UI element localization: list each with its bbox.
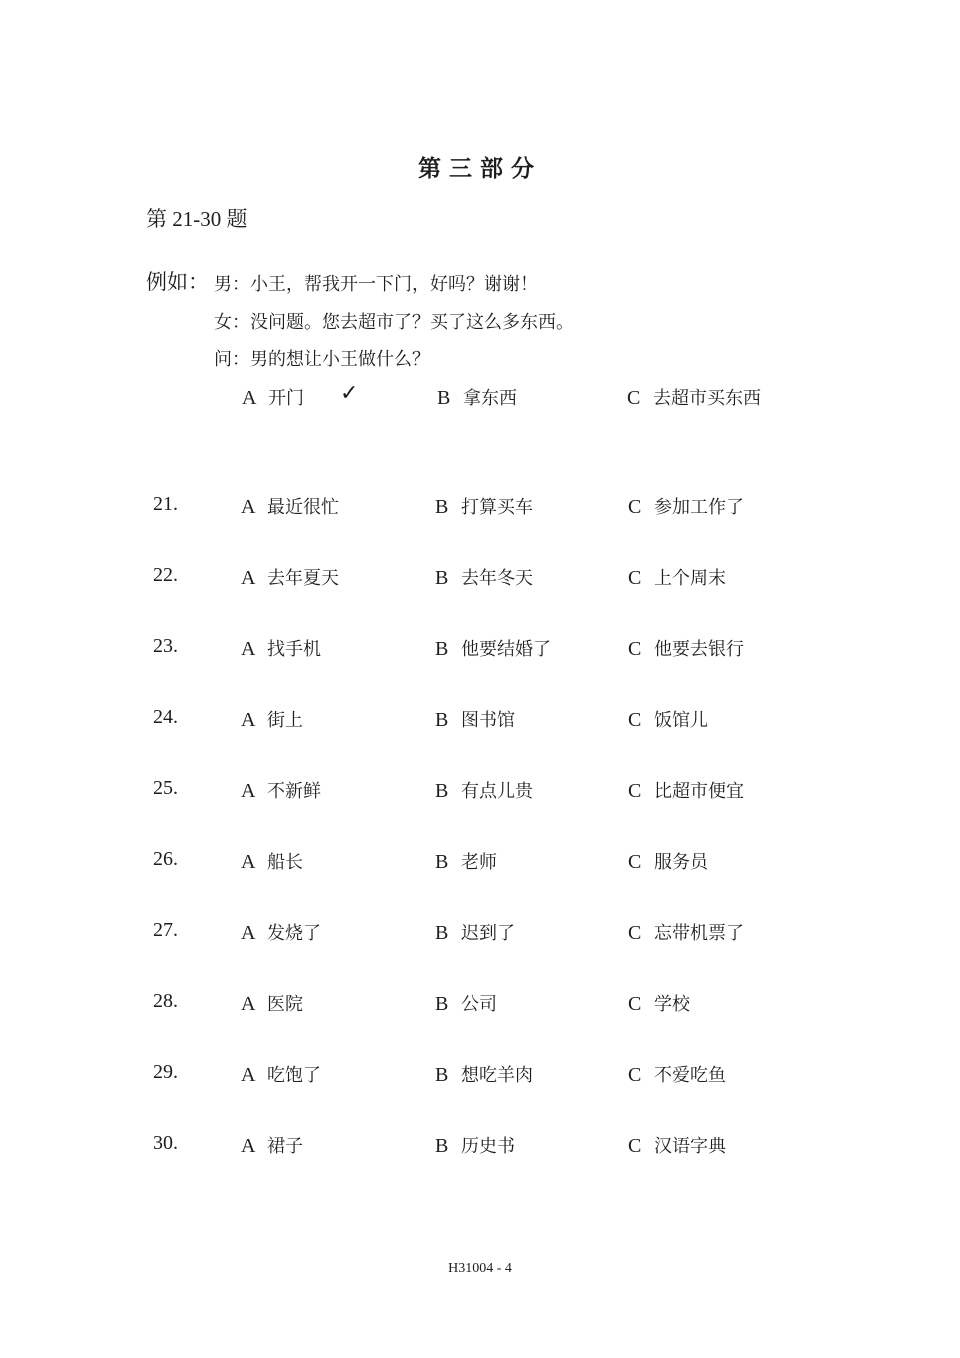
option-text: 他要结婚了 [461,639,551,659]
option-letter: B [437,387,451,409]
option-letter: A [241,1135,256,1157]
example-label: 例如： [146,270,209,294]
option-text: 上个周末 [654,568,726,588]
option-letter: B [435,993,449,1015]
option-letter: A [241,709,256,731]
option-letter: C [628,1135,642,1157]
option-letter: B [435,1135,449,1157]
example-line-man: 男：小王，帮我开一下门，好吗？谢谢！ [214,274,538,294]
option-text: 迟到了 [461,923,515,943]
option-text: 忘带机票了 [654,923,744,943]
option-letter: B [435,922,449,944]
example-option-b [437,384,517,410]
option-text: 医院 [267,994,303,1014]
option-letter: A [241,780,256,802]
option-text: 去年夏天 [267,568,339,588]
option-letter: C [628,567,642,589]
answer-option-c [628,848,708,874]
answer-option-b [435,1132,515,1158]
option-letter: A [241,567,256,589]
question-number: 30. [153,1132,178,1154]
option-text: 开门 [268,388,304,408]
option-text: 公司 [461,994,497,1014]
answer-option-b [435,493,533,519]
question-range: 第 21-30 题 [146,207,248,231]
option-letter: B [435,709,449,731]
section-title: 第三部分 [418,156,542,181]
answer-option-a [241,919,321,945]
option-text: 去超市买东西 [653,388,761,408]
option-text: 吃饱了 [267,1065,321,1085]
answer-option-a [241,635,321,661]
option-text: 有点儿贵 [461,781,533,801]
answer-option-b [435,706,515,732]
answer-option-b [435,848,497,874]
option-text: 历史书 [461,1136,515,1156]
option-letter: B [435,851,449,873]
option-letter: C [627,387,641,409]
option-text: 饭馆儿 [654,710,708,730]
question-number: 24. [153,706,178,728]
question-number: 26. [153,848,178,870]
option-letter: A [241,851,256,873]
option-text: 想吃羊肉 [461,1065,533,1085]
option-letter: B [435,638,449,660]
question-number: 25. [153,777,178,799]
check-mark-icon: ✓ [340,380,359,405]
option-letter: A [241,1064,256,1086]
answer-option-a [241,564,339,590]
option-letter: B [435,780,449,802]
option-letter: B [435,496,449,518]
question-number: 22. [153,564,178,586]
answer-option-b [435,635,551,661]
question-number: 29. [153,1061,178,1083]
answer-option-c [628,777,744,803]
answer-option-b [435,919,515,945]
question-number: 28. [153,990,178,1012]
option-letter: A [241,638,256,660]
answer-option-b [435,1061,533,1087]
example-line-woman: 女：没问题。您去超市了？买了这么多东西。 [214,312,574,332]
option-text: 最近很忙 [267,497,339,517]
answer-option-a [241,848,303,874]
option-text: 发烧了 [267,923,321,943]
option-text: 比超市便宜 [654,781,744,801]
option-text: 服务员 [654,852,708,872]
option-text: 图书馆 [461,710,515,730]
answer-option-c [628,635,744,661]
option-text: 拿东西 [463,388,517,408]
option-letter: C [628,638,642,660]
option-text: 汉语字典 [654,1136,726,1156]
answer-option-c [628,1132,726,1158]
answer-option-c [628,564,726,590]
option-letter: B [435,567,449,589]
option-text: 船长 [267,852,303,872]
option-text: 他要去银行 [654,639,744,659]
option-text: 不新鲜 [267,781,321,801]
option-letter: A [241,993,256,1015]
option-text: 学校 [654,994,690,1014]
answer-option-a [241,1061,321,1087]
example-option-a [242,384,304,410]
question-number: 21. [153,493,178,515]
option-text: 不爱吃鱼 [654,1065,726,1085]
question-number: 27. [153,919,178,941]
answer-option-b [435,564,533,590]
option-letter: A [242,387,257,409]
option-letter: C [628,993,642,1015]
option-text: 裙子 [267,1136,303,1156]
answer-option-a [241,706,303,732]
question-number: 23. [153,635,178,657]
option-letter: C [628,496,642,518]
example-line-question: 问：男的想让小王做什么？ [214,349,430,369]
option-text: 参加工作了 [654,497,744,517]
page-footer: H31004 - 4 [448,1261,512,1276]
option-letter: C [628,922,642,944]
option-text: 找手机 [267,639,321,659]
option-letter: A [241,496,256,518]
answer-option-b [435,990,497,1016]
answer-option-a [241,1132,303,1158]
option-letter: C [628,709,642,731]
answer-option-a [241,990,303,1016]
example-option-c [627,384,761,410]
option-letter: C [628,1064,642,1086]
option-text: 去年冬天 [461,568,533,588]
option-letter: B [435,1064,449,1086]
answer-option-a [241,777,321,803]
option-text: 老师 [461,852,497,872]
answer-option-a [241,493,339,519]
answer-option-c [628,706,708,732]
option-letter: C [628,780,642,802]
answer-option-c [628,919,744,945]
option-letter: C [628,851,642,873]
option-text: 打算买车 [461,497,533,517]
answer-option-c [628,493,744,519]
answer-option-c [628,1061,726,1087]
answer-option-c [628,990,690,1016]
answer-option-b [435,777,533,803]
option-text: 街上 [267,710,303,730]
option-letter: A [241,922,256,944]
